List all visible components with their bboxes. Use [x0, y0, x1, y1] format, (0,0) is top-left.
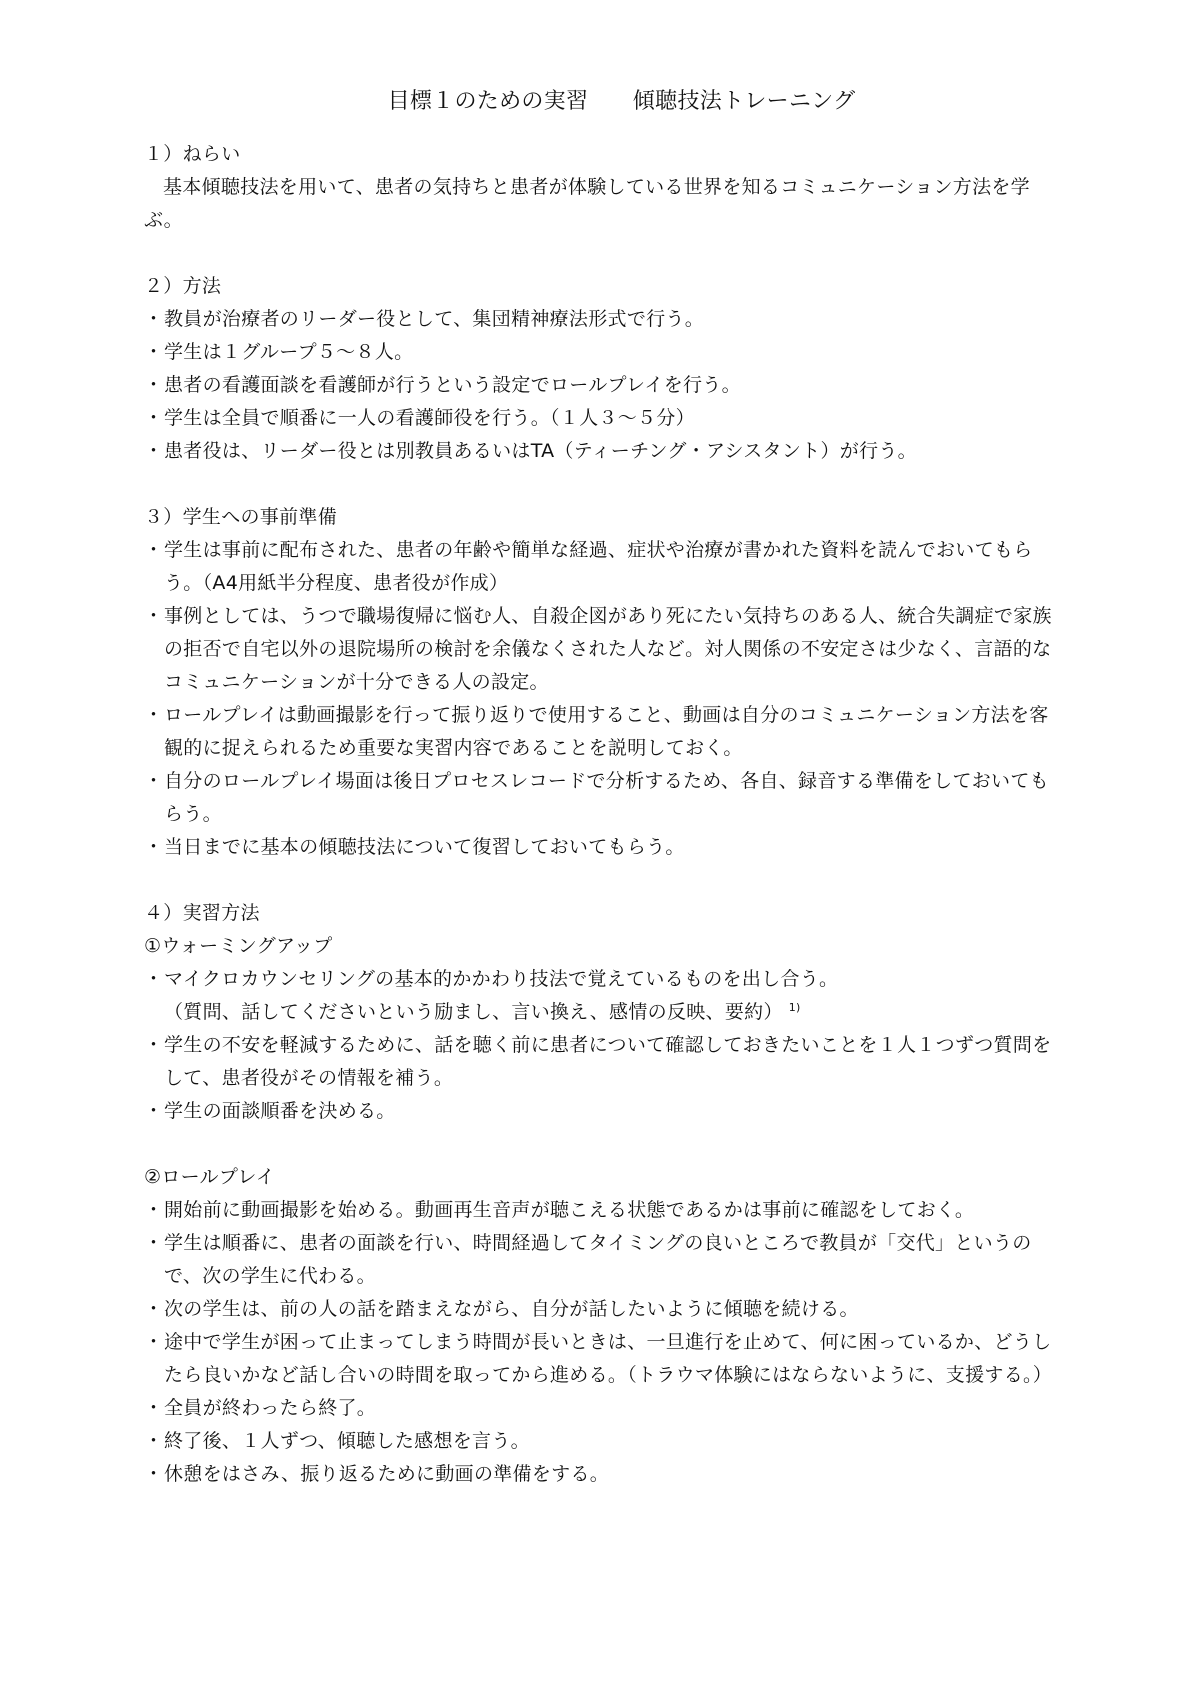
- list-item: ・ 教員が治療者のリーダー役として、集団精神療法形式で行う。: [144, 303, 1059, 336]
- roleplay-list: [144, 1194, 1059, 1491]
- list-item: ・ 終了後、１人ずつ、傾聴した感想を言う。: [144, 1425, 1059, 1458]
- list-item: ・ 休憩をはさみ、振り返るために動画の準備をする。: [144, 1458, 1059, 1491]
- list-item: ・ 学生は事前に配布された、患者の年齢や簡単な経過、症状や治療が書かれた資料を読んでおいてもらう。（A4用紙半分程度、患者役が作成）: [144, 534, 1059, 600]
- list-item: ・ ロールプレイは動画撮影を行って振り返りで使用すること、動画は自分のコミュニケーション方法を客観的に捉えられるため重要な実習内容であることを説明しておく。: [144, 699, 1059, 765]
- bullet-marker: ・: [144, 308, 164, 330]
- list-item: ・ 当日までに基本の傾聴技法について復習しておいてもらう。: [144, 831, 1059, 864]
- bullet-marker: ・: [144, 836, 164, 858]
- bullet-marker: ・: [144, 1463, 164, 1485]
- bullet-marker: ・: [144, 440, 164, 462]
- section-heading-prep: ３）学生への事前準備: [144, 506, 338, 528]
- list-item: ・ 患者の看護面談を看護師が行うという設定でロールプレイを行う。: [144, 369, 1059, 402]
- list-item: ・ 自分のロールプレイ場面は後日プロセスレコードで分析するため、各自、録音する準備をしておいてもらう。: [144, 765, 1059, 831]
- list-item: ・ 事例としては、うつで職場復帰に悩む人、自殺企図があり死にたい気持ちのある人、統合失調症で家族の拒否で自宅以外の退院場所の検討を余儀なくされた人など。対人関係の不安定さは少なく、言語的なコミュニケーションが十分できる人の設定。: [144, 600, 1059, 699]
- bullet-marker: ・: [144, 341, 164, 363]
- list-item: ・ 途中で学生が困って止まってしまう時間が長いときは、一旦進行を止めて、何に困っているか、どうしたら良いかなど話し合いの時間を取ってから進める。（トラウマ体験にはならないように、支援する。）: [144, 1326, 1059, 1392]
- subheading-roleplay: ②ロールプレイ: [144, 1166, 276, 1188]
- list-item: ・ 学生の不安を軽減するために、話を聴く前に患者について確認しておきたいことを１人１つずつ質問をして、患者役がその情報を補う。: [144, 1029, 1059, 1095]
- technique-note: （質問、話してくださいという励まし、言い換え、感情の反映、要約）: [164, 1001, 783, 1023]
- list-item: ・ マイクロカウンセリングの基本的かかわり技法で覚えているものを出し合う。 （質問、話してくださいという励まし、言い換え、感情の反映、要約） $^{1)}$: [144, 963, 1059, 1029]
- bullet-marker: ・: [144, 770, 164, 792]
- prep-list: [144, 534, 1059, 864]
- section-prep: [144, 501, 1059, 864]
- bullet-marker: ・: [144, 1397, 164, 1419]
- bullet-marker: ・: [144, 704, 164, 726]
- section-heading-practice: ４）実習方法: [144, 902, 260, 924]
- document-body: [144, 82, 1059, 1524]
- bullet-marker: ・: [144, 1199, 164, 1221]
- bullet-marker: ・: [144, 1331, 164, 1353]
- page-title: 目標１のための実習 傾聴技法トレーニング: [387, 89, 856, 114]
- bullet-marker: ・: [144, 1034, 164, 1056]
- bullet-marker: ・: [144, 1430, 164, 1452]
- method-list: [144, 303, 1059, 468]
- bullet-marker: ・: [144, 968, 164, 990]
- section-heading-aim: １）ねらい: [144, 143, 241, 165]
- list-item: ・ 学生は順番に、患者の面談を行い、時間経過してタイミングの良いところで教員が「交代」というので、次の学生に代わる。: [144, 1227, 1059, 1293]
- list-item: ・ 学生の面談順番を決める。: [144, 1095, 1059, 1128]
- bullet-marker: ・: [144, 374, 164, 396]
- list-item: ・ 患者役は、リーダー役とは別教員あるいはTA（ティーチング・アシスタント）が行う。: [144, 435, 1059, 468]
- bullet-marker: ・: [144, 1232, 164, 1254]
- list-item: ・ 開始前に動画撮影を始める。動画再生音声が聴こえる状態であるかは事前に確認をしておく。: [144, 1194, 1059, 1227]
- section-aim: [144, 138, 1059, 237]
- bullet-marker: ・: [144, 1298, 164, 1320]
- list-item: ・ 学生は全員で順番に一人の看護師役を行う。（１人３～５分）: [144, 402, 1059, 435]
- section-heading-method: ２）方法: [144, 275, 222, 297]
- section-method: [144, 270, 1059, 468]
- footnote-ref: 1): [788, 1000, 801, 1014]
- bullet-marker: ・: [144, 1100, 164, 1122]
- bullet-marker: ・: [144, 539, 164, 561]
- list-item: ・ 学生は１グループ５～８人。: [144, 336, 1059, 369]
- warmup-list: [144, 963, 1059, 1128]
- bullet-marker: ・: [144, 407, 164, 429]
- subheading-warmup: ①ウォーミングアップ: [144, 935, 333, 957]
- section-practice: [144, 897, 1059, 1491]
- aim-paragraph: 基本傾聴技法を用いて、患者の気持ちと患者が体験している世界を知るコミュニケーション方法を学ぶ。: [144, 176, 1030, 231]
- list-item: ・ 次の学生は、前の人の話を踏まえながら、自分が話したいように傾聴を続ける。: [144, 1293, 1059, 1326]
- list-item: ・ 全員が終わったら終了。: [144, 1392, 1059, 1425]
- bullet-marker: ・: [144, 605, 164, 627]
